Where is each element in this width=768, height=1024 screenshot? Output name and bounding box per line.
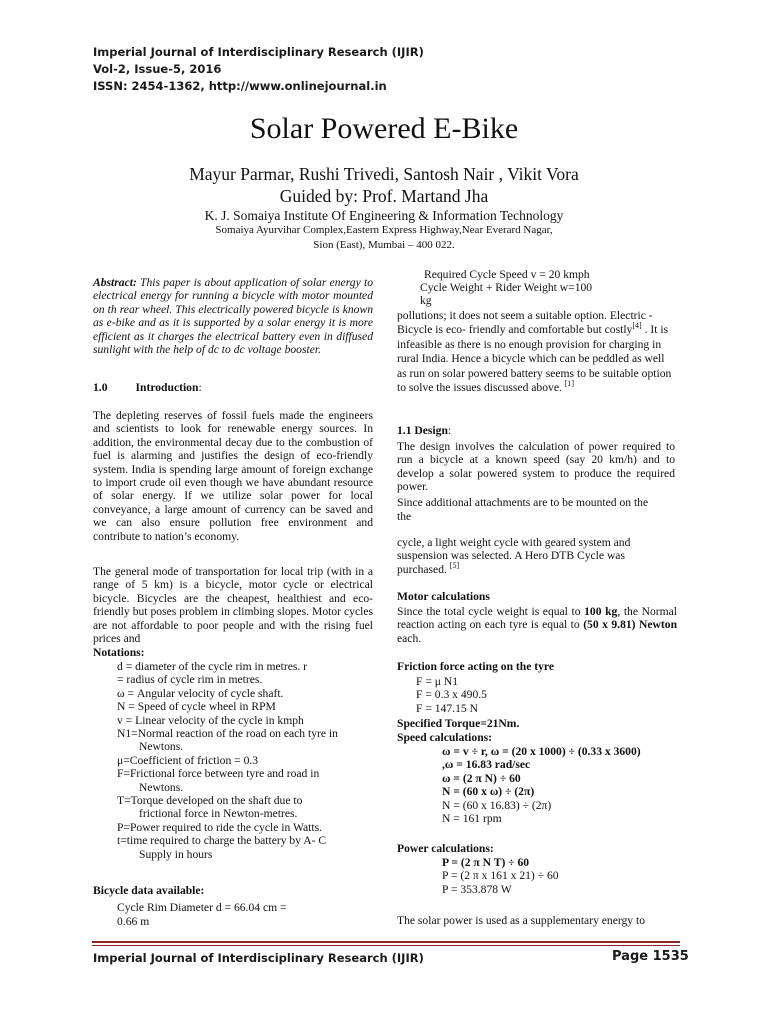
notation-item: Newtons.	[139, 740, 184, 754]
volume-issue: Vol-2, Issue-5, 2016	[93, 62, 222, 76]
abstract	[93, 276, 373, 356]
paragraph-text: each.	[397, 631, 422, 645]
weight-line: Cycle Weight + Rider Weight w=100	[420, 281, 593, 294]
equation-line: P = 353.878 W	[442, 882, 512, 896]
authors: Mayur Parmar, Rushi Trivedi, Santosh Nair , Vikit Vora	[189, 164, 579, 184]
design-heading	[397, 424, 451, 437]
footer-rule-top	[92, 941, 680, 943]
guide: Guided by: Prof. Martand Jha	[279, 186, 489, 206]
abstract-text: This paper is about application of solar energy to electrical energy for running a bicycle with motor mounted on th rear wheel. This electrically powered bicycle is known as e-bike and as it is supported by a solar energy it is more efficient as it charges the electrical battery even in diffused sunlight with the help of dc to dc voltage booster.	[93, 276, 373, 357]
abstract-label: Abstract:	[93, 276, 137, 289]
bicycle-data-line: 0.66 m	[117, 915, 150, 928]
design-paragraph-2b: the	[397, 510, 412, 523]
design-paragraph-3	[397, 536, 677, 576]
power-equations	[442, 856, 559, 896]
equation-line: P = (2 π N T) ÷ 60	[442, 856, 530, 869]
section-intro-heading	[93, 381, 202, 394]
equation-line: N = (60 x 16.83) ÷ (2π)	[442, 798, 552, 812]
notation-item: ω = Angular velocity of cycle shaft.	[117, 686, 284, 700]
friction-heading: Friction force acting on the tyre	[397, 660, 555, 673]
citation: [4]	[632, 321, 642, 331]
paragraph-text: , the Normal reaction acting on each tyre is equal to	[397, 605, 677, 632]
last-line: The solar power is used as a supplementary energy to	[397, 914, 646, 927]
design-colon: :	[447, 424, 452, 437]
section-colon: :	[198, 381, 202, 394]
section-title: Introduction	[135, 381, 199, 394]
issn-text: ISSN: 2454-1362, http://	[93, 79, 250, 93]
notation-item: Supply in hours	[139, 847, 213, 861]
notations-list	[117, 660, 375, 861]
equation-line: F = μ N1	[416, 675, 459, 688]
reaction-value: (50 x 9.81) Newton	[583, 618, 678, 632]
paragraph-text: . It is infeasible as there is no enough provision for charging in rural India. Hence a bicycle which can be peddled as well as run on solar powered battery seems to be suitable option to solve the issues discussed above.	[397, 323, 672, 395]
pollution-paragraph	[397, 309, 677, 395]
intro-paragraph-2: The general mode of transportation for local trip (with in a range of 5 km) is a bicycle, motor cycle or electrical bicycle. Bicycles are the cheapest, healthiest and eco-friendly but poses problem in climbing slopes. Motor cycles are not affordable to poor people and with the rising fuel prices and	[93, 565, 373, 646]
section-number: 1.0	[93, 381, 108, 394]
address-line-1: Somaiya Ayurvihar Complex,Eastern Express Highway,Near Everard Nagar,	[215, 224, 553, 236]
notation-item: N = Speed of cycle wheel in RPM	[117, 700, 276, 714]
citation: [5]	[449, 560, 460, 570]
footer-rule-bottom	[92, 945, 680, 946]
bicycle-data-line: Cycle Rim Diameter d = 66.04 cm =	[117, 901, 287, 914]
notation-item: μ=Coefficient of friction = 0.3	[117, 753, 259, 767]
equation-line: F = 147.15 N	[416, 701, 478, 715]
notation-item: frictional force in Newton-metres.	[139, 807, 298, 821]
institute: K. J. Somaiya Institute Of Engineering & Information Technology	[204, 208, 564, 223]
equation-line: ,ω = 16.83 rad/sec	[442, 758, 531, 772]
design-title: 1.1 Design	[397, 424, 448, 437]
intro-paragraph-1: The depleting reserves of fossil fuels made the engineers and scientists to look for renewable energy sources. In addition, the environmental decay due to the combustion of fuel is alarming and justifies the design of eco-friendly system. India is spending large amount of foreign exchange to import crude oil even though we have abundant resource of solar energy. If we utilize solar power for local conveyance, a large amount of currency can be saved and we can also ensure pollution free environment and contribute to nation’s economy.	[93, 409, 373, 543]
weight-line: kg	[420, 294, 432, 307]
page-number	[612, 949, 689, 964]
equation-line: N = 161 rpm	[442, 812, 502, 826]
notations-heading: Notations:	[93, 646, 145, 659]
equation-line: ω = v ÷ r, ω = (20 x 1000) ÷ (0.33 x 3600)	[442, 745, 641, 758]
equation-line: ω = (2 π N) ÷ 60	[442, 771, 521, 785]
equation-line: N = (60 x ω) ÷ (2π)	[442, 785, 535, 799]
equation-line: P = (2 π x 161 x 21) ÷ 60	[442, 869, 559, 883]
paragraph-text: pollutions; it does not seem a suitable option. Electric - Bicycle is eco- friendly and comfortable but costly	[397, 309, 653, 337]
notation-item: Newtons.	[139, 780, 184, 794]
speed-calc-heading: Speed calculations:	[397, 731, 493, 744]
notation-item: v = Linear velocity of the cycle in kmph	[117, 713, 304, 727]
notation-item: = radius of cycle rim in metres.	[117, 673, 263, 687]
issn-line	[93, 79, 387, 93]
motor-paragraph	[397, 605, 677, 645]
notation-item: T=Torque developed on the shaft due to	[117, 794, 303, 808]
notation-item: F=Frictional force between tyre and road in	[117, 767, 320, 781]
equation-line: F = 0.3 x 490.5	[416, 688, 487, 702]
citation: [1]	[564, 379, 575, 389]
address-line-2: Sion (East), Mumbai – 400 022.	[313, 239, 455, 251]
notation-item: d = diameter of the cycle rim in metres. r	[117, 660, 308, 673]
footer-journal: Imperial Journal of Interdisciplinary Research (IJIR)	[93, 951, 424, 965]
journal-link[interactable]: www.onlinejournal.in	[249, 79, 387, 93]
speed-line: Required Cycle Speed v = 20 kmph	[424, 268, 590, 281]
power-heading: Power calculations:	[397, 842, 494, 855]
journal-header: Imperial Journal of Interdisciplinary Research (IJIR)	[93, 45, 424, 59]
notation-item: P=Power required to ride the cycle in Watts.	[117, 820, 323, 834]
page-number-value: 1535	[652, 949, 689, 964]
speed-equations	[442, 745, 641, 825]
notation-item: N1=Normal reaction of the road on each tyre in	[117, 727, 338, 741]
design-paragraph-2: Since additional attachments are to be mounted on the	[397, 496, 649, 509]
design-paragraph: The design involves the calculation of power required to run a bicycle at a known speed (say 20 km/h) and to develop a solar powered system to produce the required power.	[397, 440, 675, 494]
bicycle-data-heading: Bicycle data available:	[93, 884, 205, 897]
weight-value: 100 kg	[584, 605, 618, 618]
paragraph-text: cycle, a light weight cycle with geared system and suspension was selected. A Hero DTB Cycle was purchased.	[397, 536, 631, 576]
paragraph-text: Since the total cycle weight is equal to	[397, 605, 585, 618]
notation-item: t=time required to charge the battery by A- C	[117, 834, 327, 848]
torque-heading: Specified Torque=21Nm.	[397, 717, 520, 730]
motor-heading: Motor calculations	[397, 590, 490, 603]
paper-title: Solar Powered E-Bike	[249, 112, 519, 145]
friction-equations	[416, 675, 487, 715]
page-label: Page	[612, 949, 653, 964]
